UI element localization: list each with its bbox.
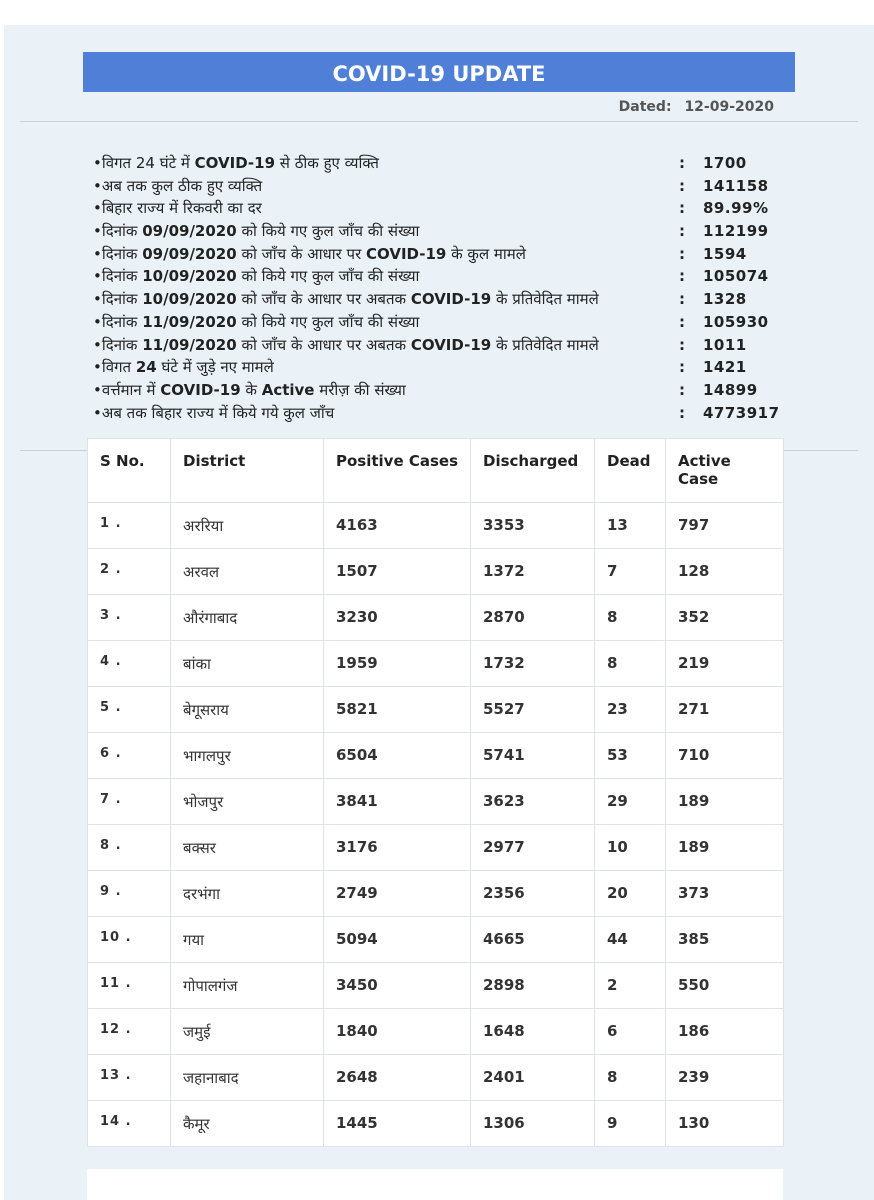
table-row	[88, 687, 784, 733]
summary-label-part: को जाँच के आधार पर	[236, 244, 366, 263]
summary-value: 1594	[703, 244, 747, 263]
summary-label	[93, 311, 419, 333]
cell-sno: 9 .	[88, 871, 171, 917]
table-body	[88, 503, 784, 1147]
summary-separator: :	[679, 199, 685, 218]
cell-sno: 3 .	[88, 595, 171, 641]
summary-label-part: 24	[135, 358, 157, 377]
table-row	[88, 871, 784, 917]
cell-sno: 14 .	[88, 1101, 171, 1147]
cell-discharged: 1648	[471, 1009, 595, 1055]
summary-separator: :	[679, 380, 685, 399]
cell-positive: 2749	[324, 871, 471, 917]
summary-value: 1011	[703, 335, 747, 354]
cell-district: अरवल	[171, 549, 324, 595]
cell-active: 189	[666, 779, 784, 825]
report-date	[619, 99, 774, 115]
header-dead: Dead	[595, 439, 666, 503]
summary-separator: :	[679, 290, 685, 309]
summary-item	[93, 197, 813, 220]
cell-sno: 7 .	[88, 779, 171, 825]
divider-top	[20, 121, 858, 122]
summary-label-part: 10/09/2020	[142, 290, 237, 309]
report-title: COVID-19 UPDATE	[83, 52, 795, 92]
summary-item	[93, 152, 813, 175]
summary-label-part: के प्रतिवेदित मामले	[491, 290, 599, 309]
summary-label-part: के प्रतिवेदित मामले	[491, 335, 599, 354]
cell-discharged: 4665	[471, 917, 595, 963]
table-row	[88, 595, 784, 641]
summary-separator: :	[679, 312, 685, 331]
cell-active: 710	[666, 733, 784, 779]
summary-separator: :	[679, 335, 685, 354]
cell-active: 186	[666, 1009, 784, 1055]
cell-sno: 2 .	[88, 549, 171, 595]
cell-dead: 13	[595, 503, 666, 549]
summary-label-part: को जाँच के आधार पर अबतक	[236, 290, 411, 309]
cell-sno: 4 .	[88, 641, 171, 687]
cell-district: भोजपुर	[171, 779, 324, 825]
cell-positive: 2648	[324, 1055, 471, 1101]
summary-separator: :	[679, 176, 685, 195]
summary-label-part: से ठीक हुए व्यक्ति	[275, 154, 379, 172]
summary-item	[93, 356, 813, 379]
summary-label	[93, 175, 262, 197]
cell-dead: 29	[595, 779, 666, 825]
summary-label-part: 09/09/2020	[142, 244, 237, 263]
cell-sno: 13 .	[88, 1055, 171, 1101]
summary-separator: :	[679, 267, 685, 286]
summary-label-part: COVID-19	[194, 154, 276, 172]
summary-label	[93, 356, 274, 378]
cell-district: बक्सर	[171, 825, 324, 871]
bullet-icon: •	[93, 154, 102, 172]
summary-label	[93, 334, 599, 356]
summary-value: 4773917	[703, 403, 780, 422]
summary-label-part: को किये गए कुल जाँच की संख्या	[236, 222, 420, 241]
summary-value: 105930	[703, 312, 769, 331]
cell-active: 385	[666, 917, 784, 963]
table-row	[88, 1055, 784, 1101]
summary-value: 112199	[703, 222, 769, 241]
cell-sno: 6 .	[88, 733, 171, 779]
cell-dead: 23	[595, 687, 666, 733]
summary-label-part: बिहार राज्य में रिकवरी का दर	[101, 199, 262, 218]
table-row	[88, 549, 784, 595]
summary-value: 89.99%	[703, 199, 769, 218]
summary-item	[93, 288, 813, 311]
table-row	[88, 733, 784, 779]
cell-discharged: 3623	[471, 779, 595, 825]
cell-district: जहानाबाद	[171, 1055, 324, 1101]
cell-sno: 12 .	[88, 1009, 171, 1055]
header-active-case: Active Case	[666, 439, 784, 503]
summary-label	[93, 197, 262, 219]
cell-positive: 1840	[324, 1009, 471, 1055]
cell-active: 550	[666, 963, 784, 1009]
table-row	[88, 1101, 784, 1147]
cell-dead: 7	[595, 549, 666, 595]
bullet-icon: •	[93, 335, 102, 354]
summary-label-part: विगत	[101, 358, 136, 377]
bullet-icon: •	[93, 244, 102, 263]
summary-item	[93, 265, 813, 288]
summary-label	[93, 288, 599, 310]
summary-item	[93, 334, 813, 357]
cell-district: बांका	[171, 641, 324, 687]
cell-dead: 20	[595, 871, 666, 917]
summary-label-part: के	[240, 380, 262, 399]
summary-item	[93, 220, 813, 243]
district-table	[87, 438, 784, 1147]
cell-dead: 6	[595, 1009, 666, 1055]
cell-discharged: 5527	[471, 687, 595, 733]
summary-separator: :	[679, 154, 685, 172]
cell-discharged: 1732	[471, 641, 595, 687]
cell-dead: 10	[595, 825, 666, 871]
table-row	[88, 963, 784, 1009]
cell-active: 239	[666, 1055, 784, 1101]
cell-discharged: 2401	[471, 1055, 595, 1101]
cell-positive: 5821	[324, 687, 471, 733]
bullet-icon: •	[93, 222, 102, 241]
cell-active: 271	[666, 687, 784, 733]
cell-dead: 9	[595, 1101, 666, 1147]
summary-label-part: वर्त्तमान में	[101, 380, 161, 399]
summary-label	[93, 402, 334, 424]
table-continuation	[87, 1169, 783, 1200]
summary-label	[93, 379, 406, 401]
cell-dead: 8	[595, 641, 666, 687]
cell-sno: 8 .	[88, 825, 171, 871]
table-row	[88, 1009, 784, 1055]
header-positive-cases: Positive Cases	[324, 439, 471, 503]
cell-dead: 53	[595, 733, 666, 779]
summary-label-part: को जाँच के आधार पर अबतक	[236, 335, 411, 354]
cell-discharged: 5741	[471, 733, 595, 779]
summary-value: 14899	[703, 380, 758, 399]
header-district: District	[171, 439, 324, 503]
cell-district: बेगूसराय	[171, 687, 324, 733]
cell-district: कैमूर	[171, 1101, 324, 1147]
cell-district: औरंगाबाद	[171, 595, 324, 641]
summary-label-part: Active	[261, 380, 315, 399]
cell-sno: 10 .	[88, 917, 171, 963]
summary-label	[93, 152, 379, 174]
summary-label-part: अब तक कुल ठीक हुए व्यक्ति	[101, 176, 263, 195]
cell-dead: 2	[595, 963, 666, 1009]
cell-active: 219	[666, 641, 784, 687]
cell-district: गया	[171, 917, 324, 963]
summary-value: 1328	[703, 290, 747, 309]
cell-district: दरभंगा	[171, 871, 324, 917]
summary-item	[93, 243, 813, 266]
cell-positive: 4163	[324, 503, 471, 549]
cell-positive: 3176	[324, 825, 471, 871]
summary-label-part: के कुल मामले	[446, 244, 526, 263]
cell-positive: 1445	[324, 1101, 471, 1147]
summary-item	[93, 402, 813, 425]
summary-separator: :	[679, 403, 685, 422]
cell-discharged: 2356	[471, 871, 595, 917]
summary-label-part: 10/09/2020	[142, 267, 237, 286]
cell-active: 352	[666, 595, 784, 641]
cell-dead: 8	[595, 595, 666, 641]
summary-label-part: मरीज़ की संख्या	[314, 380, 406, 399]
cell-positive: 1959	[324, 641, 471, 687]
cell-district: गोपालगंज	[171, 963, 324, 1009]
bullet-icon: •	[93, 403, 102, 422]
header-discharged: Discharged	[471, 439, 595, 503]
summary-label-part: दिनांक	[101, 312, 143, 331]
summary-label	[93, 220, 419, 242]
cell-dead: 8	[595, 1055, 666, 1101]
bullet-icon: •	[93, 199, 102, 218]
summary-label-part: दिनांक	[101, 222, 143, 241]
cell-active: 130	[666, 1101, 784, 1147]
summary-item	[93, 175, 813, 198]
summary-item	[93, 311, 813, 334]
cell-discharged: 2870	[471, 595, 595, 641]
summary-label-part: 11/09/2020	[142, 335, 237, 354]
bullet-icon: •	[93, 267, 102, 286]
summary-label-part: दिनांक	[101, 267, 143, 286]
summary-label-part: दिनांक	[101, 335, 143, 354]
table-row	[88, 503, 784, 549]
dated-value: 12-09-2020	[684, 99, 774, 115]
cell-district: अररिया	[171, 503, 324, 549]
summary-value: 1421	[703, 358, 747, 377]
summary-list	[93, 152, 813, 424]
bullet-icon: •	[93, 358, 102, 377]
header-sno: S No.	[88, 439, 171, 503]
summary-label-part: घंटे में जुड़े नए मामले	[156, 358, 274, 377]
cell-active: 128	[666, 549, 784, 595]
summary-separator: :	[679, 244, 685, 263]
table-header-row	[88, 439, 784, 503]
summary-value: 141158	[703, 176, 769, 195]
summary-label-part: COVID-19	[410, 290, 492, 309]
cell-district: जमुई	[171, 1009, 324, 1055]
table-row	[88, 779, 784, 825]
summary-label-part: COVID-19	[410, 335, 492, 354]
bullet-icon: •	[93, 176, 102, 195]
cell-positive: 1507	[324, 549, 471, 595]
bullet-icon: •	[93, 380, 102, 399]
cell-positive: 3841	[324, 779, 471, 825]
cell-dead: 44	[595, 917, 666, 963]
cell-discharged: 3353	[471, 503, 595, 549]
dated-label: Dated:	[618, 99, 672, 115]
summary-label	[93, 265, 419, 287]
summary-label-part: अब तक बिहार राज्य में किये गये कुल जाँच	[101, 403, 335, 422]
summary-label	[93, 243, 526, 265]
summary-label-part: दिनांक	[101, 244, 143, 263]
cell-sno: 11 .	[88, 963, 171, 1009]
cell-active: 797	[666, 503, 784, 549]
cell-positive: 5094	[324, 917, 471, 963]
summary-label-part: को किये गए कुल जाँच की संख्या	[236, 267, 420, 286]
summary-separator: :	[679, 222, 685, 241]
summary-label-part: 09/09/2020	[142, 222, 237, 241]
bullet-icon: •	[93, 312, 102, 331]
cell-discharged: 1306	[471, 1101, 595, 1147]
cell-sno: 1 .	[88, 503, 171, 549]
table-row	[88, 825, 784, 871]
table-row	[88, 917, 784, 963]
summary-label-part: विगत 24 घंटे में	[101, 154, 195, 172]
bullet-icon: •	[93, 290, 102, 309]
summary-label-part: दिनांक	[101, 290, 143, 309]
cell-discharged: 2898	[471, 963, 595, 1009]
summary-label-part: COVID-19	[365, 244, 447, 263]
cell-positive: 6504	[324, 733, 471, 779]
summary-item	[93, 379, 813, 402]
cell-positive: 3230	[324, 595, 471, 641]
summary-value: 105074	[703, 267, 769, 286]
cell-sno: 5 .	[88, 687, 171, 733]
summary-label-part: COVID-19	[160, 380, 241, 399]
cell-active: 189	[666, 825, 784, 871]
cell-district: भागलपुर	[171, 733, 324, 779]
cell-positive: 3450	[324, 963, 471, 1009]
cell-active: 373	[666, 871, 784, 917]
cell-discharged: 2977	[471, 825, 595, 871]
cell-discharged: 1372	[471, 549, 595, 595]
summary-label-part: को किये गए कुल जाँच की संख्या	[236, 312, 420, 331]
summary-value: 1700	[703, 154, 747, 172]
summary-label-part: 11/09/2020	[142, 312, 237, 331]
table-row	[88, 641, 784, 687]
summary-separator: :	[679, 358, 685, 377]
